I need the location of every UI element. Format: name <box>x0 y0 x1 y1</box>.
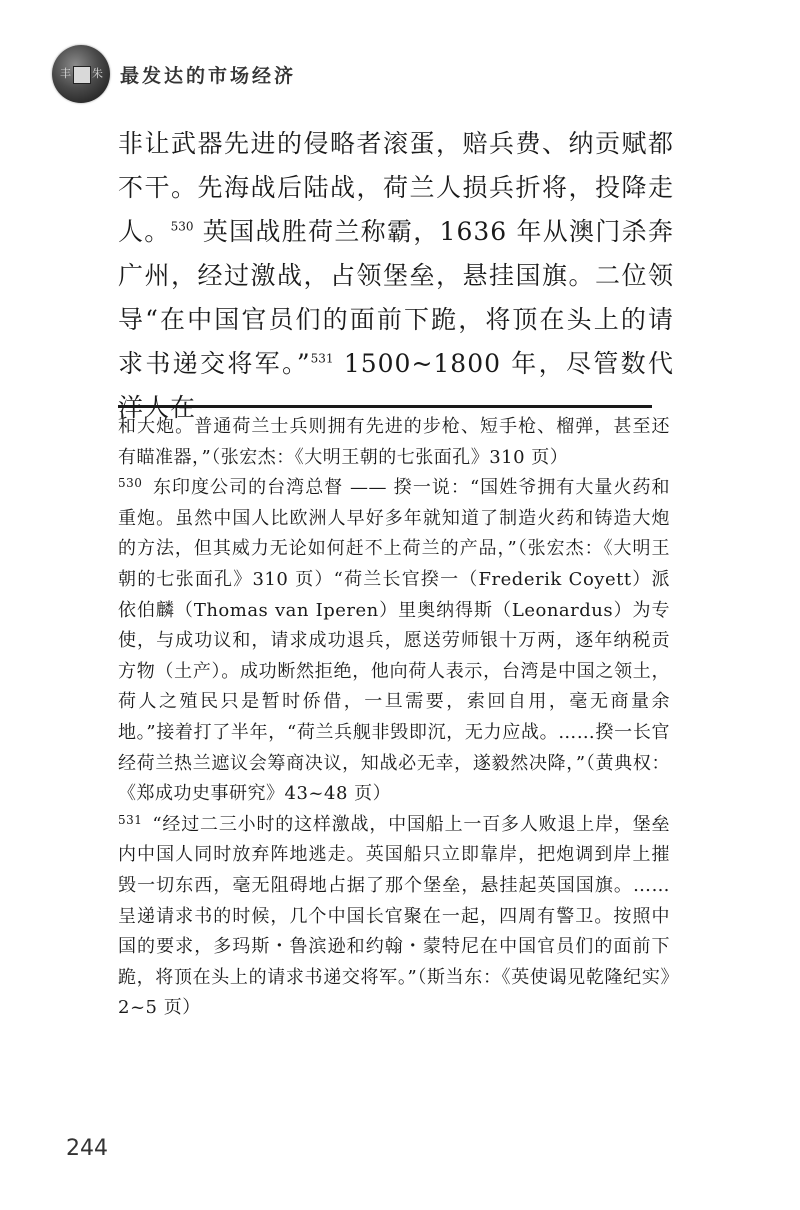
footnotes-section <box>118 412 670 1024</box>
coin-icon <box>52 45 110 103</box>
running-header <box>52 42 296 106</box>
main-paragraph <box>118 122 674 430</box>
footnote-text-530: 东印度公司的台湾总督 —— 揆一说：“国姓爷拥有大量火药和重炮。虽然中国人比欧洲人早好多年就知道了制造火药和铸造大炮的方法，但其威力无论如何赶不上荷兰的产品，”（张宏杰：《大明王朝的七张面孔》310 页）“荷兰长官揆一（Frederik Coyett）派依伯麟（Thomas van Iperen）里奥纳得斯（Leonardus）为专使，与成功议和，请求成功退兵，愿送劳师银十万两，逐年纳税贡方物（土产）。成功断然拒绝，他向荷人表示，台湾是中国之领土，荷人之殖民只是暂时侨借，一旦需要，索回自用，毫无商量余地。”接着打了半年，“荷兰兵舰非毁即沉，无力应战。……揆一长官经荷兰热兰遮议会筹商决议，知战必无幸，遂毅然决降，”（黄典权：《郑成功史事研究》43~48 页） <box>118 477 670 805</box>
header-title: 最发达的市场经济 <box>120 64 297 87</box>
footnote-continuation-text: 和大炮。普通荷兰士兵则拥有先进的步枪、短手枪、榴弹，甚至还有瞄准器，”（张宏杰：《大明王朝的七张面孔》310 页） <box>118 416 670 468</box>
footnote-continuation <box>118 412 670 473</box>
main-text-part-3: 1500~1800 年，尽管数代洋人在 <box>118 349 674 422</box>
main-text-part-1: 非让武器先进的侵略者滚蛋，赔兵费、纳贡赋都不干。先海战后陆战，荷兰人损兵折将，投降走人。 <box>118 129 674 246</box>
footnote-ref-530: 530 <box>170 219 194 234</box>
footnote-text-531: “经过二三小时的这样激战，中国船上一百多人败退上岸，堡垒内中国人同时放弃阵地逃走。英国船只立即靠岸，把炮调到岸上摧毁一切东西，毫无阻碍地占据了那个堡垒，悬挂起英国国旗。……呈递请求书的时候，几个中国长官聚在一起，四周有警卫。按照中国的要求，多玛斯・鲁滨逊和约翰・蒙特尼在中国官员们的面前下跪，将顶在头上的请求书递交将军。”（斯当东：《英使谒见乾隆纪实》2~5 页） <box>118 813 670 1019</box>
main-body-text <box>118 122 674 430</box>
main-text-part-2: 英国战胜荷兰称霸，1636 年从澳门杀奔广州，经过激战，占领堡垒，悬挂国旗。二位领导“在中国官员们的面前下跪，将顶在头上的请求书递交将军。” <box>118 217 674 378</box>
footnote-530 <box>118 473 670 810</box>
coin-left-character: 丰 <box>60 67 71 80</box>
footnote-ref-531: 531 <box>310 351 334 366</box>
coin-right-character: 朱 <box>92 67 103 80</box>
footnote-531 <box>118 810 670 1024</box>
page-number: 244 <box>66 1136 108 1161</box>
footnote-number-531: 531 <box>118 812 143 827</box>
coin-square-hole <box>73 66 91 84</box>
footnote-number-530: 530 <box>118 476 143 491</box>
footnote-separator <box>118 405 652 408</box>
